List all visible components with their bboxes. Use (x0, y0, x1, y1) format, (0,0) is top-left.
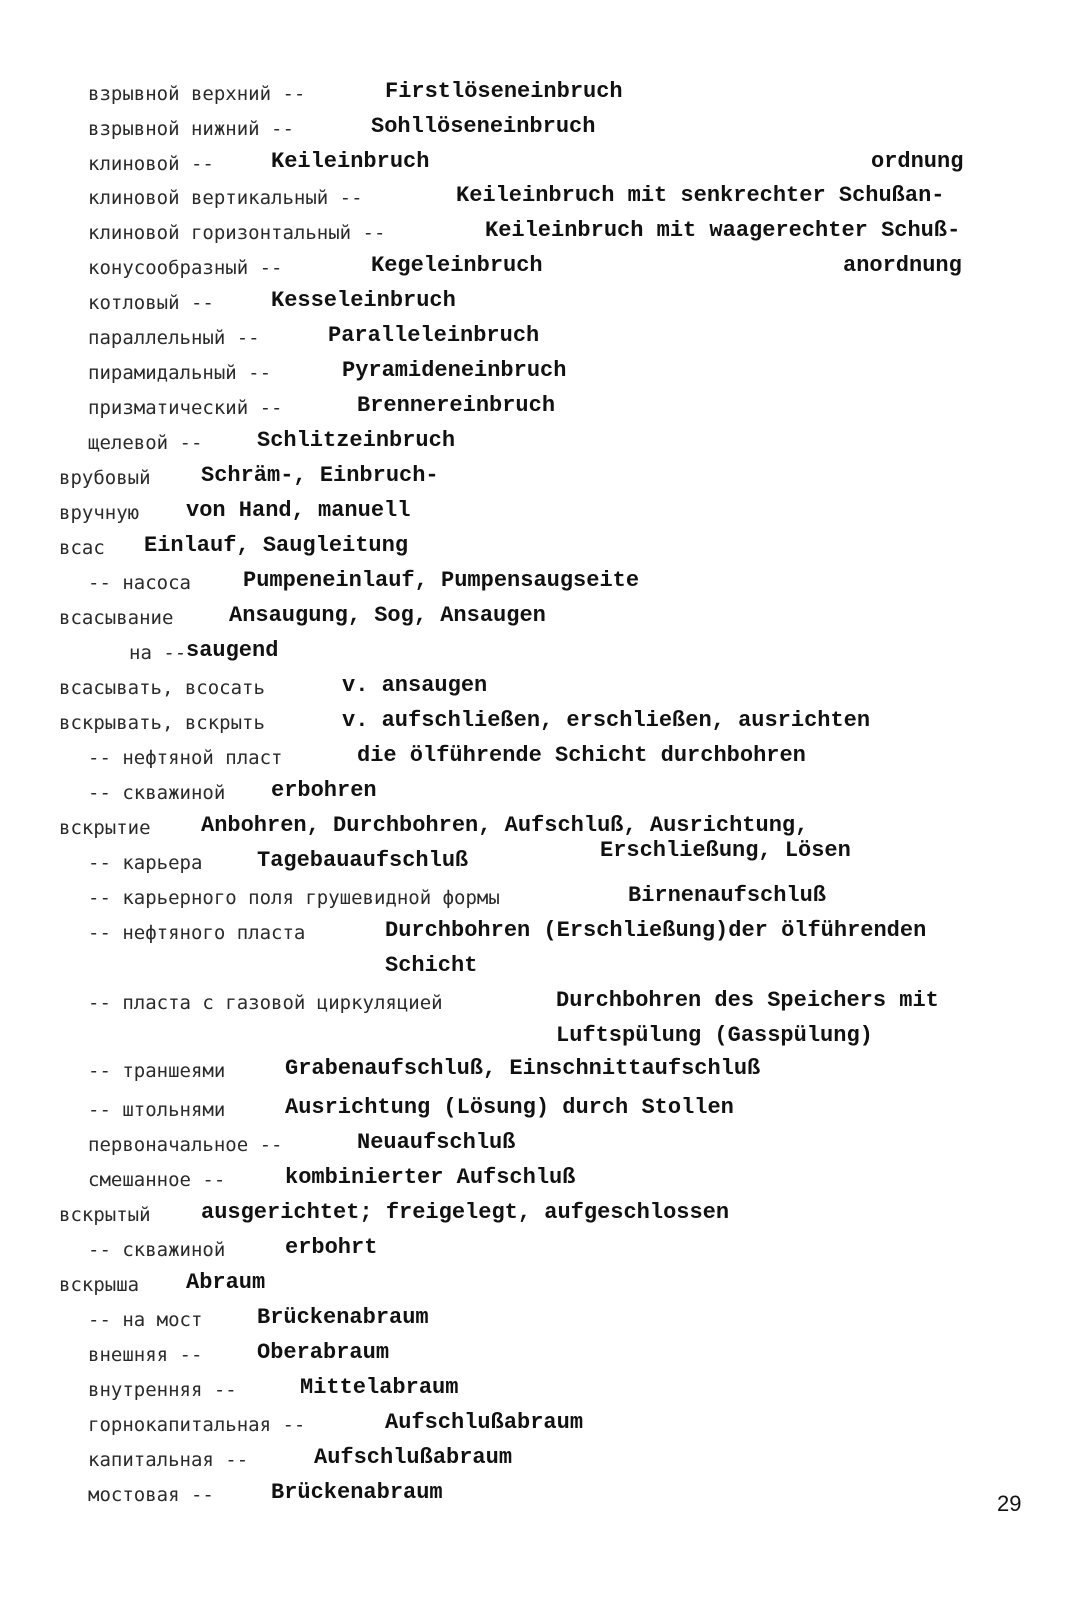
entry-row (88, 81, 305, 108)
entry-ru: всасывать, всосать (59, 677, 265, 699)
entry-de: kombinierter Aufschluß (285, 1165, 576, 1190)
entry-de: Abraum (186, 1270, 266, 1295)
entry-de: Luftspülung (Gasspülung) (556, 1023, 873, 1048)
entry-row (59, 815, 151, 842)
entry-de: saugend (186, 638, 279, 663)
entry-row (88, 745, 282, 772)
entry-ru: конусообразный -- (88, 257, 283, 279)
entry-row (59, 1272, 139, 1299)
entry-de: Aufschlußabraum (385, 1410, 584, 1435)
entry-de: Schlitzeinbruch (257, 428, 456, 453)
entry-row (88, 990, 443, 1017)
page-number: 29 (997, 1491, 1022, 1516)
entry-de: Ansaugung, Sog, Ansaugen (229, 603, 546, 628)
entry-de: Keileinbruch mit senkrechter Schußan- (456, 183, 945, 208)
entry-ru: -- траншеями (88, 1060, 226, 1082)
entry-row (129, 640, 186, 667)
entry-row (59, 465, 151, 492)
entry-ru: -- на мост (88, 1309, 203, 1331)
entry-de: erbohrt (285, 1235, 378, 1260)
entry-row (88, 290, 214, 317)
entry-de: Kesseleinbruch (271, 288, 456, 313)
entry-row (88, 255, 282, 282)
entry-ru: внешняя -- (88, 1344, 203, 1366)
entry-row (88, 185, 363, 212)
entry-row (88, 430, 202, 457)
entry-ru: -- скважиной (88, 1239, 226, 1261)
entry-de: Brennereinbruch (357, 393, 556, 418)
entry-de: Aufschlußabraum (314, 1445, 513, 1470)
entry-ru: вскрытие (59, 817, 151, 839)
entry-de: Pyramideneinbruch (342, 358, 567, 383)
entry-de: erbohren (271, 778, 377, 803)
entry-ru: вручную (59, 502, 140, 524)
entry-ru: первоначальное -- (88, 1134, 283, 1156)
entry-ru: мостовая -- (88, 1484, 214, 1506)
entry-de: Neuaufschluß (357, 1130, 516, 1155)
entry-ru: параллельный -- (88, 327, 260, 349)
entry-ru: -- скважиной (88, 782, 226, 804)
entry-row (88, 1058, 225, 1085)
entry-row (88, 1377, 237, 1404)
entry-ru: всас (59, 537, 105, 559)
entry-row (88, 1342, 202, 1369)
entry-de: Ausrichtung (Lösung) durch Stollen (285, 1095, 734, 1120)
entry-ru: смешанное -- (88, 1169, 226, 1191)
entry-de: Keileinbruch (271, 149, 430, 174)
entry-row (88, 151, 214, 178)
entry-row (88, 116, 294, 143)
entry-de: ausgerichtet; freigelegt, aufgeschlossen (201, 1200, 730, 1225)
entry-ru: -- насоса (88, 572, 191, 594)
entry-ru: вскрытый (59, 1204, 151, 1226)
entry-row (59, 1202, 151, 1229)
entry-ru: котловый -- (88, 292, 214, 314)
entry-de: Grabenaufschluß, Einschnittaufschluß (285, 1056, 761, 1081)
entry-ru: взрывной нижний -- (88, 118, 294, 140)
entry-row (88, 570, 191, 597)
entry-de: Einlauf, Saugleitung (144, 533, 409, 558)
entry-de: die ölführende Schicht durchbohren (357, 743, 806, 768)
entry-de: Kegeleinbruch (371, 253, 543, 278)
entry-row (88, 325, 260, 352)
entry-ru: -- карьерного поля грушевидной формы (88, 887, 500, 909)
entry-de: Mittelabraum (300, 1375, 459, 1400)
entry-ru: клиновой вертикальный -- (88, 187, 363, 209)
continuation-text: anordnung (843, 253, 962, 278)
entry-de: Durchbohren (Erschließung)der ölführenden (385, 918, 927, 943)
entry-ru: горнокапитальная -- (88, 1414, 306, 1436)
entry-de: v. ansaugen (342, 673, 488, 698)
entry-row (88, 850, 202, 877)
entry-de: Birnenaufschluß (628, 883, 827, 908)
entry-row (88, 220, 385, 247)
entry-row (88, 1097, 225, 1124)
entry-row (88, 360, 271, 387)
entry-ru: капитальная -- (88, 1449, 249, 1471)
entry-ru: клиновой горизонтальный -- (88, 222, 386, 244)
entry-row (88, 1482, 214, 1509)
entry-de: Schräm-, Einbruch- (201, 463, 439, 488)
continuation-text: ordnung (871, 149, 964, 174)
entry-ru: врубовый (59, 467, 151, 489)
continuation-text: Erschließung, Lösen (600, 838, 851, 863)
entry-de: Anbohren, Durchbohren, Aufschluß, Ausrichtung, (201, 813, 809, 838)
entry-row (88, 885, 500, 912)
entry-row (88, 780, 225, 807)
entry-ru: щелевой -- (88, 432, 203, 454)
entry-ru: на -- (129, 642, 187, 664)
entry-ru: вскрыша (59, 1274, 140, 1296)
entry-row (59, 535, 105, 562)
entry-de: v. aufschließen, erschließen, ausrichten (342, 708, 871, 733)
entry-row (88, 1237, 225, 1264)
entry-de: Pumpeneinlauf, Pumpensaugseite (243, 568, 640, 593)
entry-de: Sohllöseneinbruch (371, 114, 596, 139)
entry-ru: -- карьера (88, 852, 203, 874)
entry-ru: внутренняя -- (88, 1379, 237, 1401)
entry-ru: пирамидальный -- (88, 362, 272, 384)
entry-row (59, 605, 173, 632)
entry-ru: -- нефтяной пласт (88, 747, 283, 769)
entry-de: Keileinbruch mit waagerechter Schuß- (485, 218, 961, 243)
entry-row (59, 500, 139, 527)
entry-ru: -- штольнями (88, 1099, 226, 1121)
entry-row (88, 1307, 202, 1334)
entry-row (88, 1447, 248, 1474)
entry-ru: всасывание (59, 607, 174, 629)
entry-de: Paralleleinbruch (328, 323, 540, 348)
entry-row (59, 675, 265, 702)
entry-de: Durchbohren des Speichers mit (556, 988, 939, 1013)
entry-row (88, 1167, 225, 1194)
entry-de: Tagebauaufschluß (257, 848, 469, 873)
entry-de: Firstlöseneinbruch (385, 79, 623, 104)
entry-row (88, 1132, 282, 1159)
entry-ru: клиновой -- (88, 153, 214, 175)
entry-de: von Hand, manuell (186, 498, 411, 523)
entry-row (59, 710, 265, 737)
entry-ru: взрывной верхний -- (88, 83, 306, 105)
entry-row (88, 395, 282, 422)
entry-ru: призматический -- (88, 397, 283, 419)
entry-de: Oberabraum (257, 1340, 390, 1365)
entry-de: Brückenabraum (271, 1480, 443, 1505)
entry-row (88, 1412, 305, 1439)
entry-de: Brückenabraum (257, 1305, 429, 1330)
entry-row (88, 920, 305, 947)
entry-de: Schicht (385, 953, 478, 978)
entry-ru: -- нефтяного пласта (88, 922, 306, 944)
entry-ru: -- пласта с газовой циркуляцией (88, 992, 443, 1014)
entry-ru: вскрывать, вскрыть (59, 712, 265, 734)
